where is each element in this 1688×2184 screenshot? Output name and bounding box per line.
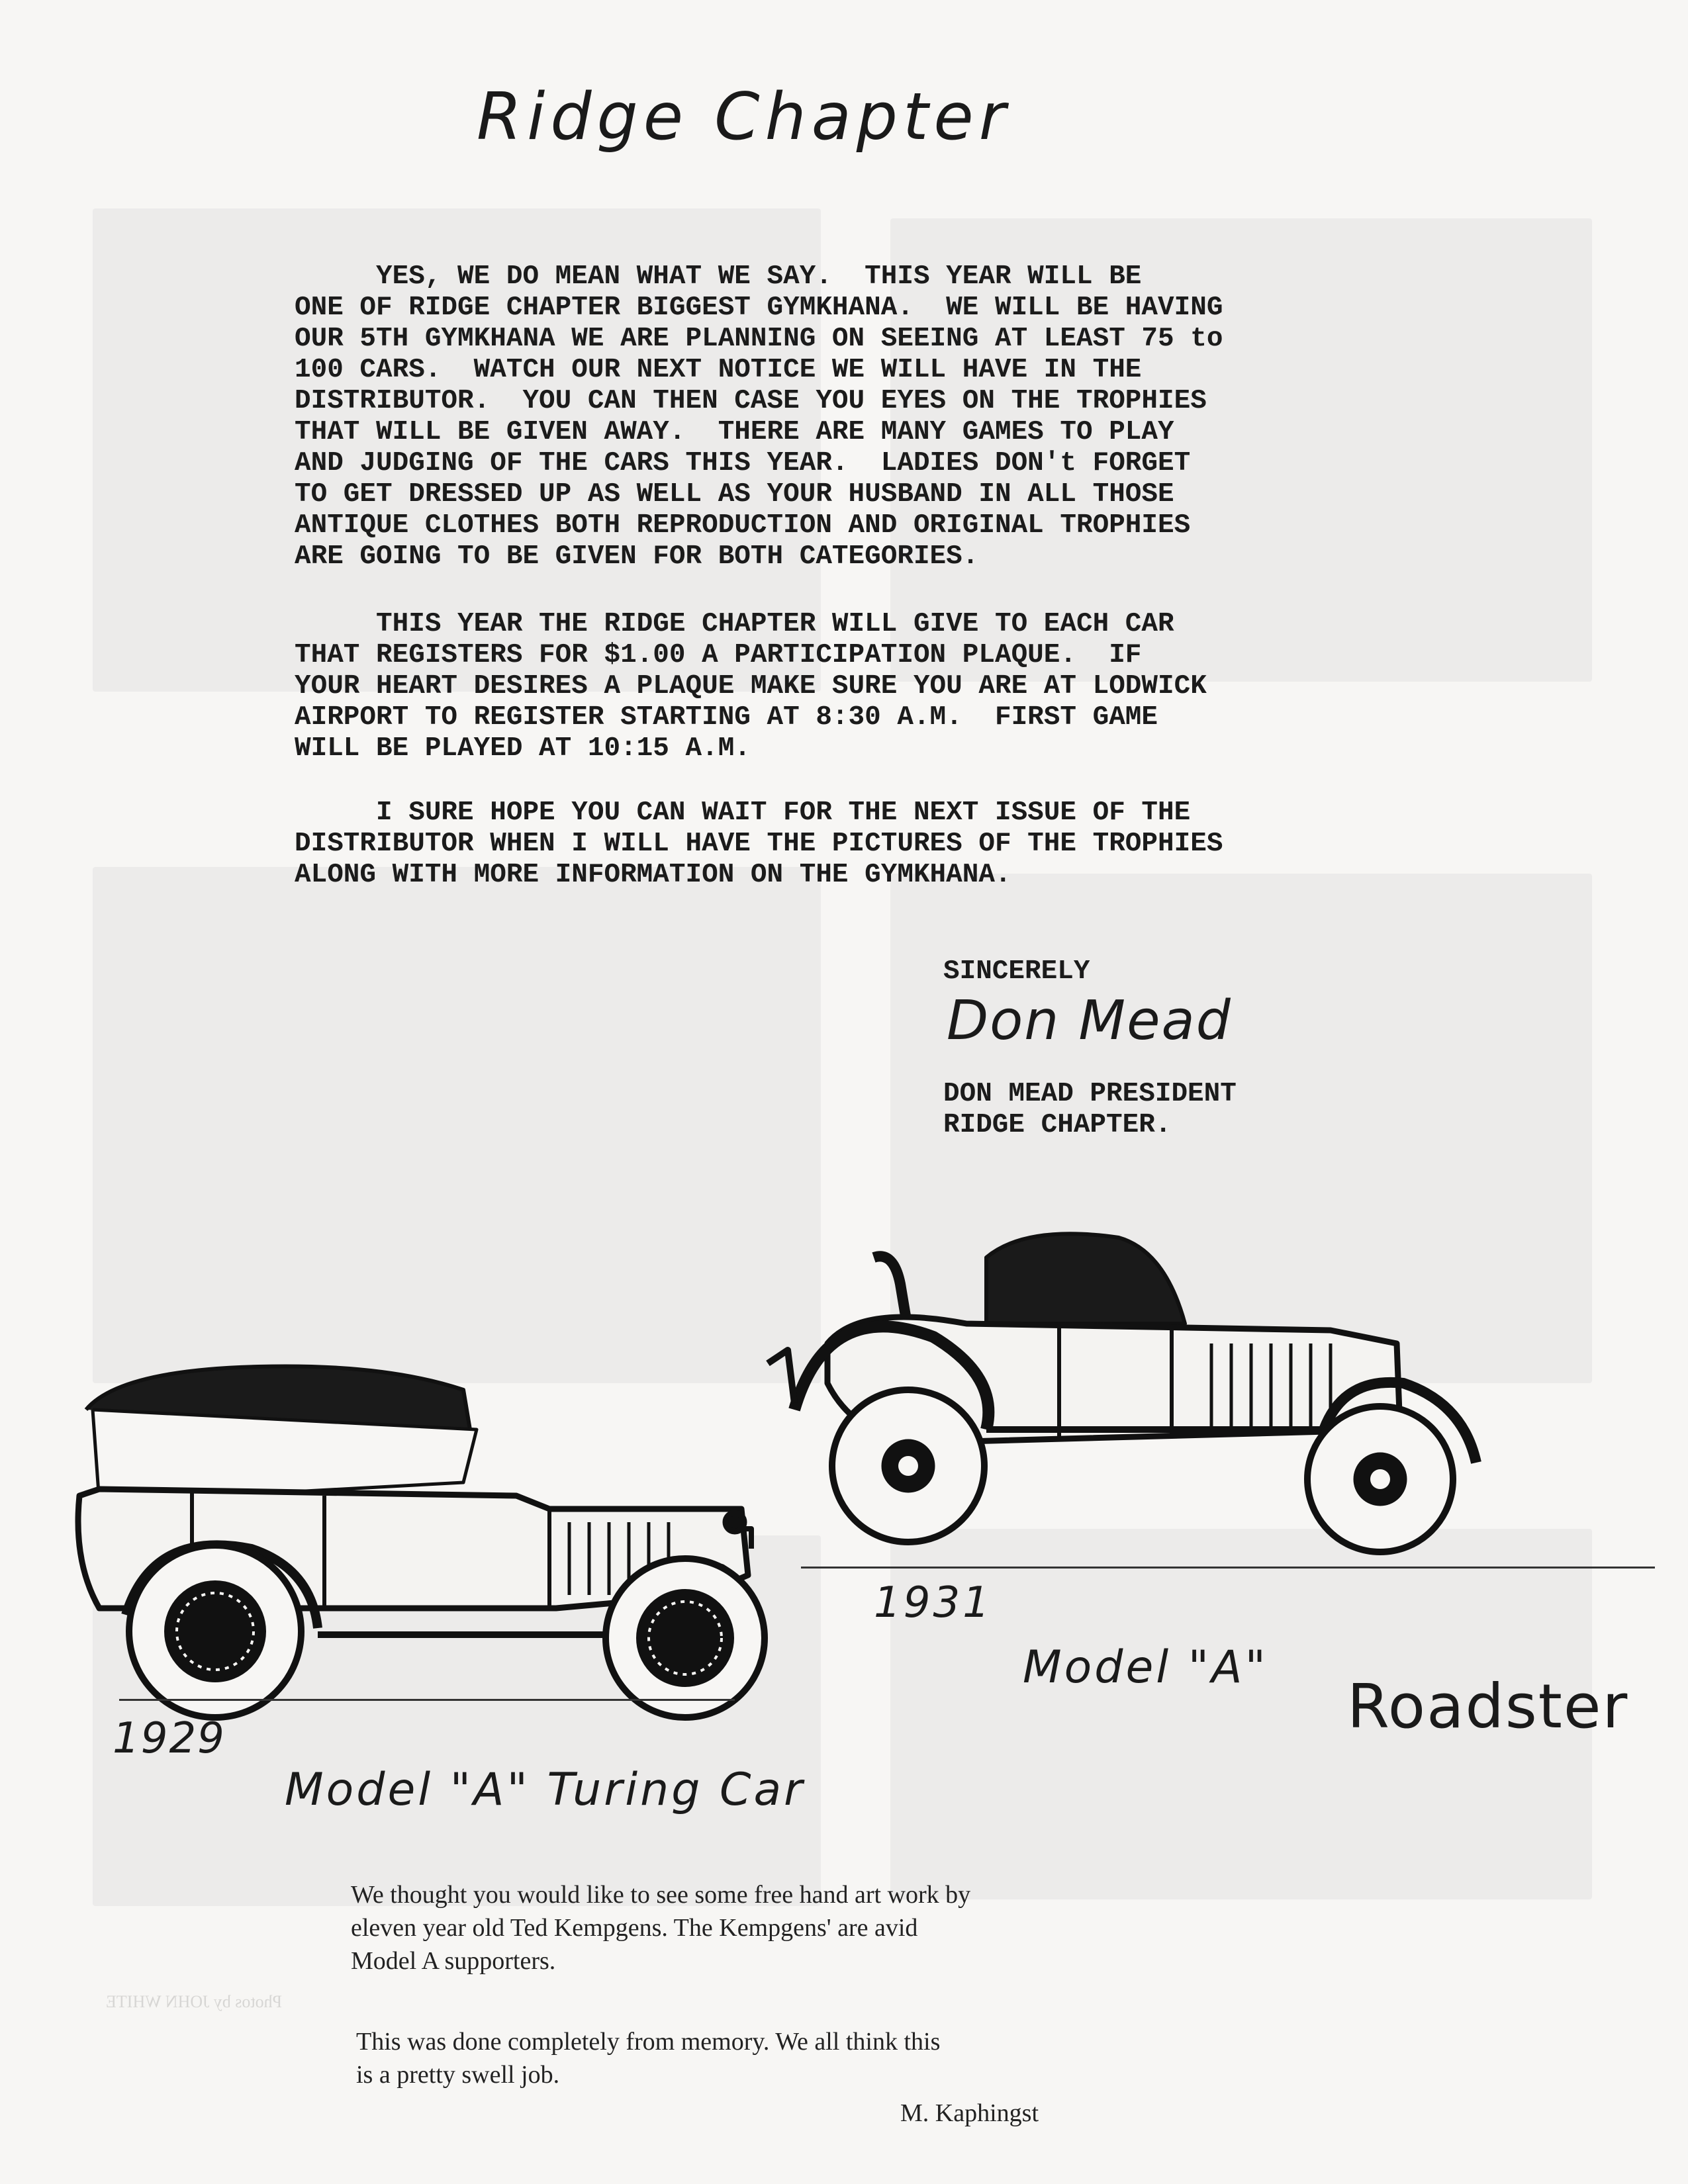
letter-line: AND JUDGING OF THE CARS THIS YEAR. LADIES DON't FORGET xyxy=(295,448,1191,478)
letter-line: I SURE HOPE YOU CAN WAIT FOR THE NEXT ISSUE OF THE xyxy=(295,797,1191,828)
letter-line: WILL BE PLAYED AT 10:15 A.M. xyxy=(295,733,751,764)
letter-paragraph-3 xyxy=(295,797,1223,891)
ground-line-1931 xyxy=(801,1567,1655,1569)
front-wheel-1929 xyxy=(606,1559,765,1717)
ghost-photo-mid-left xyxy=(93,867,821,1383)
letter-line: DISTRIBUTOR. YOU CAN THEN CASE YOU EYES ON THE TROPHIES xyxy=(295,386,1207,416)
letter-closing: SINCERELY xyxy=(943,956,1090,987)
letter-paragraph-2 xyxy=(295,609,1207,764)
letter-line: ANTIQUE CLOTHES BOTH REPRODUCTION AND ORIGINAL TROPHIES xyxy=(295,510,1191,541)
year-label-1929: 1929 xyxy=(113,1714,226,1763)
signature: Don Mead xyxy=(947,989,1232,1052)
letter-paragraph-1 xyxy=(295,261,1223,572)
rear-wheel-1929 xyxy=(129,1545,301,1717)
note-author: M. Kaphingst xyxy=(900,2099,1039,2127)
caption-touring-car: Model "A" Turing Car xyxy=(285,1764,806,1816)
letter-line: TO GET DRESSED UP AS WELL AS YOUR HUSBAND IN ALL THOSE xyxy=(295,479,1174,510)
letter-line: ONE OF RIDGE CHAPTER BIGGEST GYMKHANA. WE WILL BE HAVING xyxy=(295,293,1223,323)
front-wheel-1931 xyxy=(1307,1406,1453,1552)
note-line: We thought you would like to see some free hand art work by xyxy=(351,1881,971,1909)
letter-line: YES, WE DO MEAN WHAT WE SAY. THIS YEAR WILL BE xyxy=(295,261,1142,292)
letter-line: THIS YEAR THE RIDGE CHAPTER WILL GIVE TO EACH CAR xyxy=(295,609,1174,639)
note-line: This was done completely from memory. We all think this xyxy=(356,2028,941,2056)
note-line: eleven year old Ted Kempgens. The Kempgens' are avid xyxy=(351,1914,918,1942)
signer-chapter: RIDGE CHAPTER. xyxy=(943,1110,1172,1140)
letter-line: OUR 5TH GYMKHANA WE ARE PLANNING ON SEEING AT LEAST 75 to xyxy=(295,324,1223,354)
letter-line: 100 CARS. WATCH OUR NEXT NOTICE WE WILL HAVE IN THE xyxy=(295,355,1142,385)
caption-roadster: Roadster xyxy=(1347,1671,1629,1742)
letter-line: THAT REGISTERS FOR $1.00 A PARTICIPATION PLAQUE. IF xyxy=(295,640,1142,670)
ground-line-1929 xyxy=(119,1699,735,1701)
letter-line: AIRPORT TO REGISTER STARTING AT 8:30 A.M. FIRST GAME xyxy=(295,702,1158,733)
letter-line: YOUR HEART DESIRES A PLAQUE MAKE SURE YOU ARE AT LODWICK xyxy=(295,671,1207,702)
touring-car-1929-drawing xyxy=(40,1330,755,1688)
ghost-photo-credit: Photos by JOHN WHITE xyxy=(106,1992,283,2011)
page-title: Ridge Chapter xyxy=(477,79,1011,155)
roadster-1931-drawing xyxy=(748,1211,1489,1555)
rear-wheel-1931 xyxy=(832,1390,984,1542)
caption-model-a: Model "A" xyxy=(1023,1641,1268,1694)
year-label-1931: 1931 xyxy=(874,1578,992,1627)
letter-line: ALONG WITH MORE INFORMATION ON THE GYMKHANA. xyxy=(295,860,1011,890)
note-line: is a pretty swell job. xyxy=(356,2061,560,2089)
letter-line: THAT WILL BE GIVEN AWAY. THERE ARE MANY GAMES TO PLAY xyxy=(295,417,1174,447)
note-paragraph-1 xyxy=(351,1878,970,1978)
letter-line: DISTRIBUTOR WHEN I WILL HAVE THE PICTURES OF THE TROPHIES xyxy=(295,829,1223,859)
letter-line: ARE GOING TO BE GIVEN FOR BOTH CATEGORIES. xyxy=(295,541,979,572)
note-line: Model A supporters. xyxy=(351,1947,556,1975)
signer-name-title: DON MEAD PRESIDENT xyxy=(943,1079,1237,1109)
note-paragraph-2 xyxy=(356,2025,940,2091)
